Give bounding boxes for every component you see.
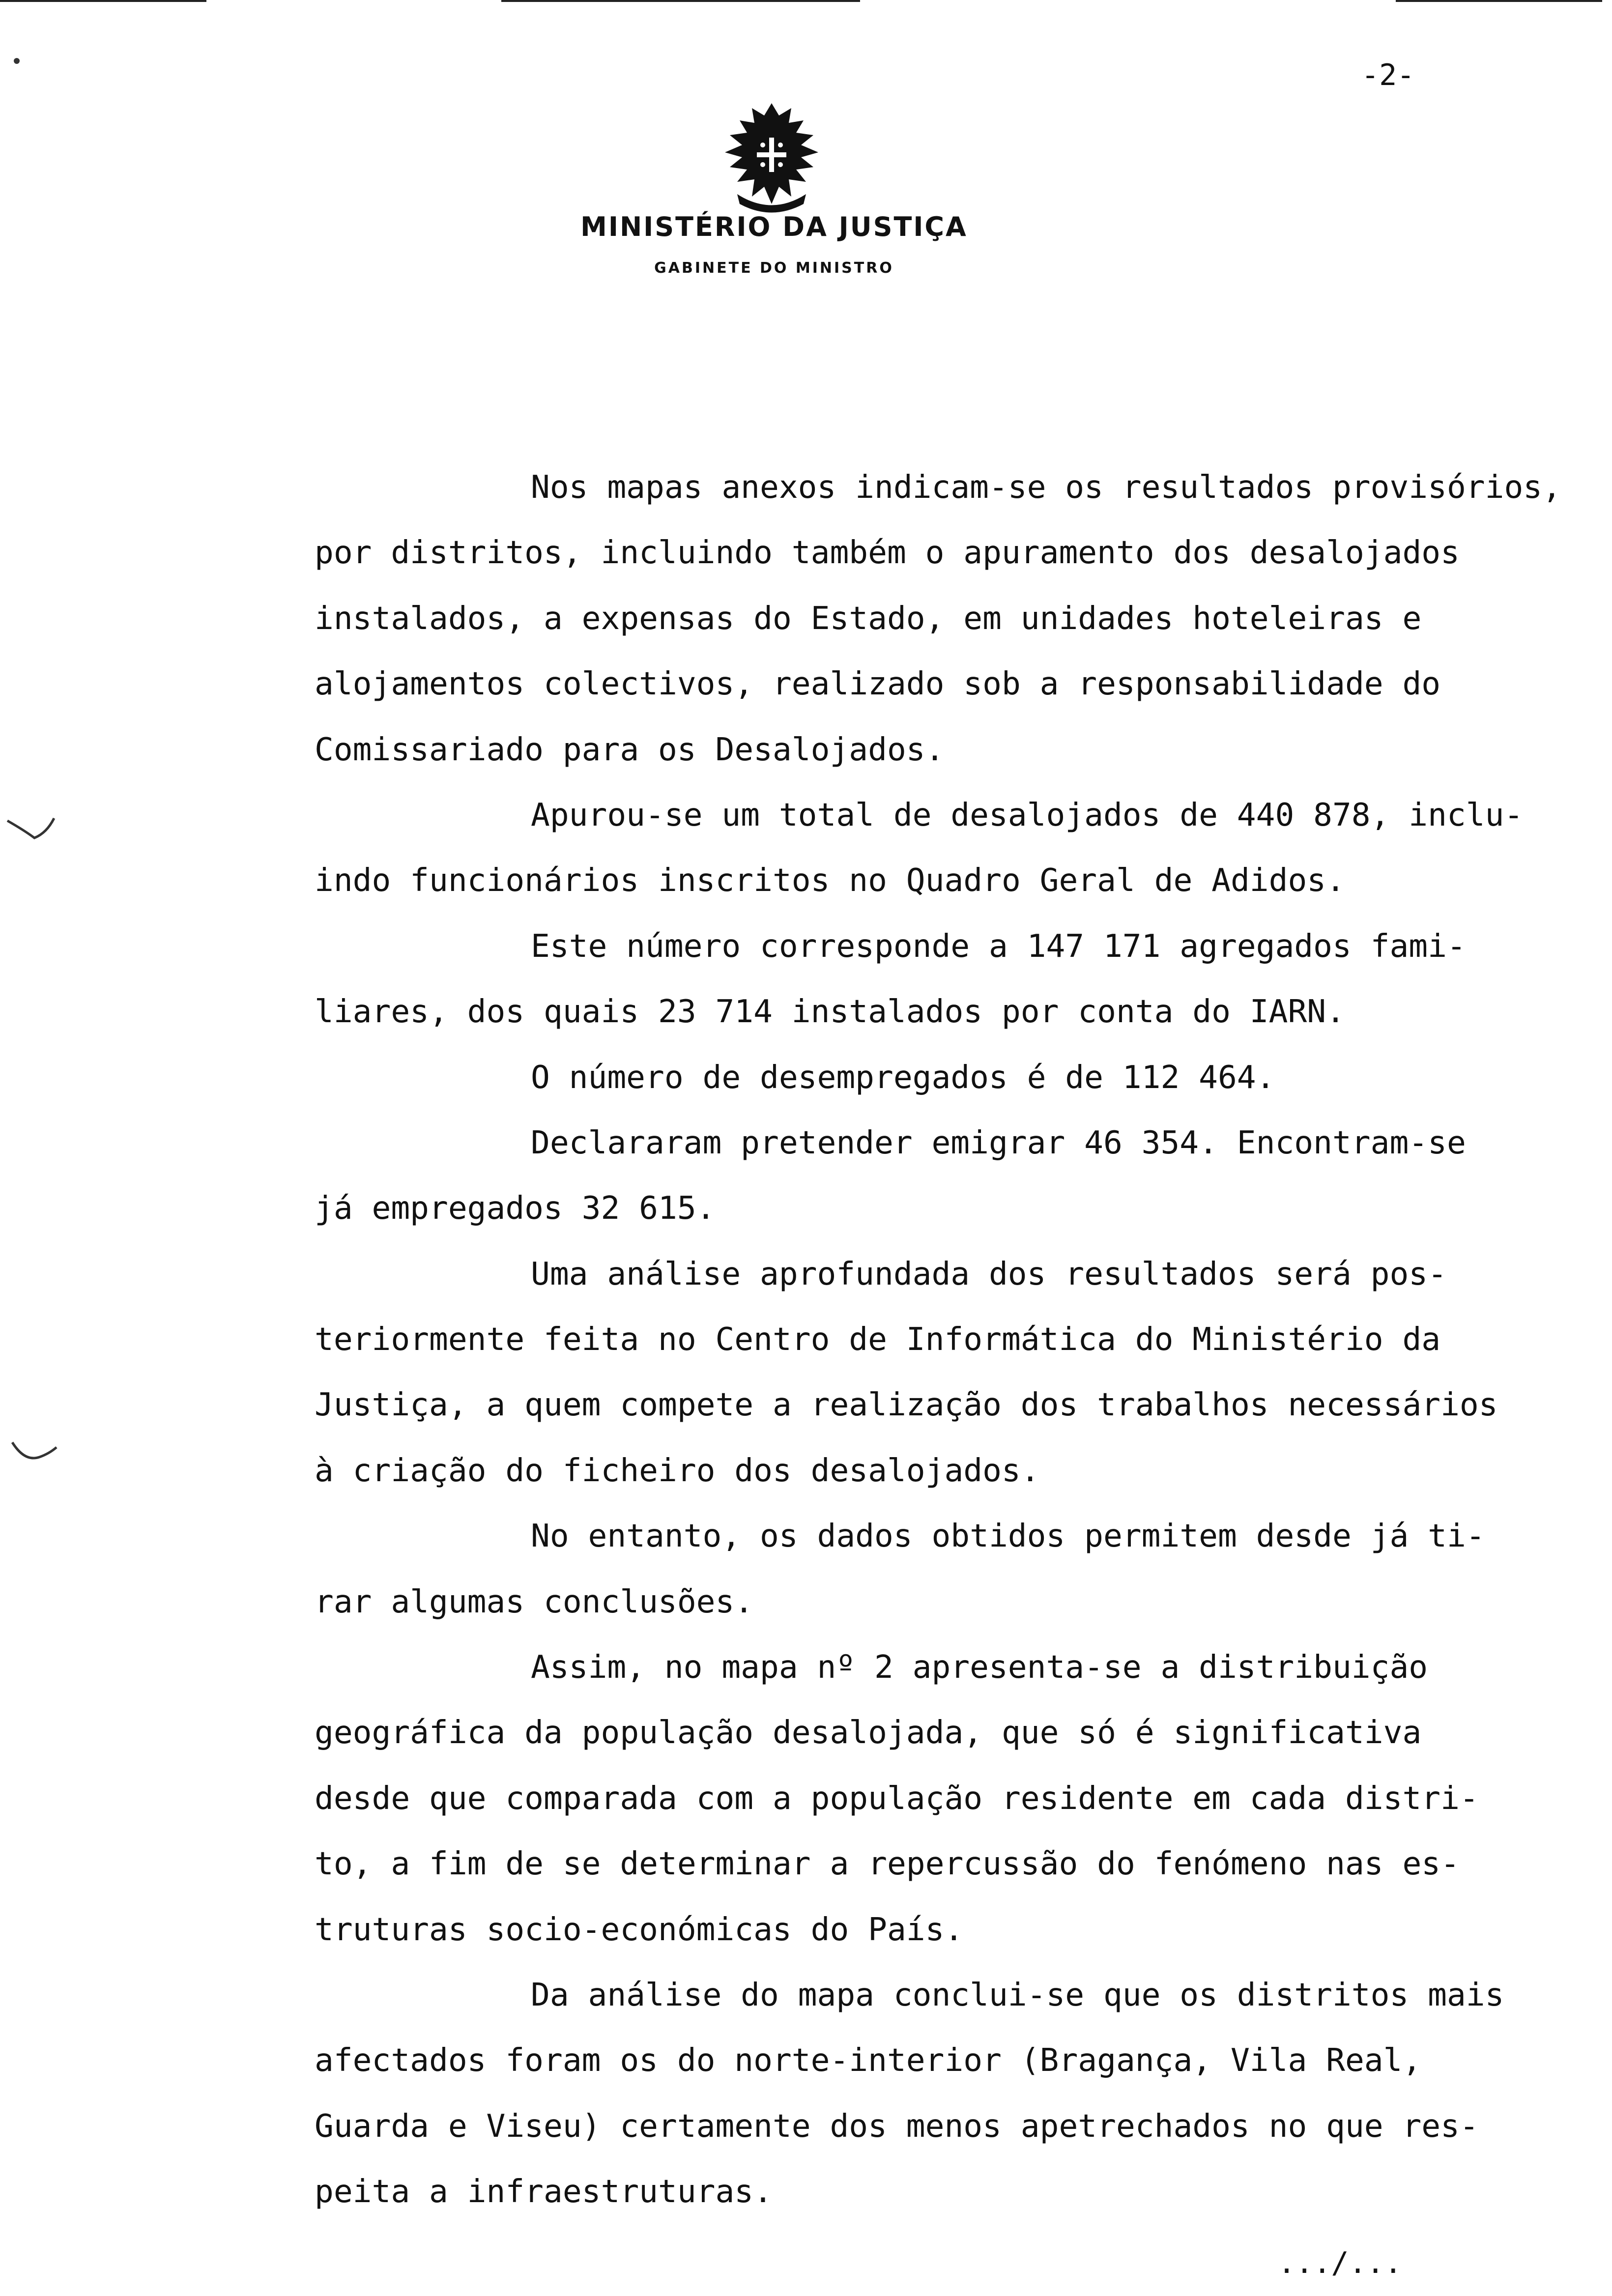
body-line: Uma análise aprofundada dos resultados será pos- bbox=[531, 1255, 1447, 1292]
body-line: alojamentos colectivos, realizado sob a responsabilidade do bbox=[315, 665, 1441, 703]
body-line: Comissariado para os Desalojados. bbox=[315, 731, 945, 768]
top-rule-left bbox=[0, 0, 206, 2]
body-line: geográfica da população desalojada, que só é significativa bbox=[315, 1714, 1422, 1751]
body-line: to, a fim de se determinar a repercussão do fenómeno nas es- bbox=[315, 1845, 1460, 1883]
document-body bbox=[315, 455, 1561, 2225]
margin-dot bbox=[14, 58, 20, 64]
body-line: Nos mapas anexos indicam-se os resultados provisórios, bbox=[531, 469, 1561, 506]
body-line: Da análise do mapa conclui-se que os distritos mais bbox=[531, 1976, 1504, 2013]
department-name: GABINETE DO MINISTRO bbox=[654, 259, 894, 277]
body-line: truturas socio-económicas do País. bbox=[315, 1911, 964, 1948]
body-line: já empregados 32 615. bbox=[315, 1190, 716, 1227]
body-line: Este número corresponde a 147 171 agregados fami- bbox=[531, 927, 1466, 965]
body-line: Apurou-se um total de desalojados de 440 878, inclu- bbox=[531, 796, 1524, 833]
body-line: Declararam pretender emigrar 46 354. Encontram-se bbox=[531, 1124, 1466, 1161]
body-line: Assim, no mapa nº 2 apresenta-se a distribuição bbox=[531, 1649, 1428, 1686]
body-line: teriormente feita no Centro de Informática do Ministério da bbox=[315, 1321, 1441, 1358]
body-line: rar algumas conclusões. bbox=[315, 1583, 754, 1620]
continuation-mark: .../... bbox=[1278, 2246, 1402, 2280]
body-line: No entanto, os dados obtidos permitem desde já ti- bbox=[531, 1518, 1485, 1555]
top-rule-right bbox=[1396, 0, 1602, 2]
margin-tick-mark-2 bbox=[10, 1435, 59, 1469]
body-line: à criação do ficheiro dos desalojados. bbox=[315, 1452, 1040, 1489]
page-number: -2- bbox=[1361, 58, 1415, 92]
body-line: desde que comparada com a população residente em cada distri- bbox=[315, 1779, 1479, 1817]
body-line: O número de desempregados é de 112 464. bbox=[531, 1059, 1275, 1096]
coat-of-arms-emblem-icon bbox=[708, 98, 835, 216]
body-line: instalados, a expensas do Estado, em unidades hoteleiras e bbox=[315, 600, 1422, 637]
top-rule-center bbox=[501, 0, 860, 2]
body-line: Guarda e Viseu) certamente dos menos apetrechados no que res- bbox=[315, 2107, 1479, 2145]
body-line: liares, dos quais 23 714 instalados por conta do IARN. bbox=[315, 993, 1345, 1031]
body-line: indo funcionários inscritos no Quadro Geral de Adidos. bbox=[315, 862, 1345, 899]
body-line: peita a infraestruturas. bbox=[315, 2173, 773, 2210]
body-line: afectados foram os do norte-interior (Bragança, Vila Real, bbox=[315, 2042, 1422, 2079]
ministry-name: MINISTÉRIO DA JUSTIÇA bbox=[580, 211, 968, 242]
margin-tick-mark bbox=[5, 811, 59, 845]
body-line: Justiça, a quem compete a realização dos trabalhos necessários bbox=[315, 1386, 1498, 1424]
body-line: por distritos, incluindo também o apuramento dos desalojados bbox=[315, 534, 1460, 572]
